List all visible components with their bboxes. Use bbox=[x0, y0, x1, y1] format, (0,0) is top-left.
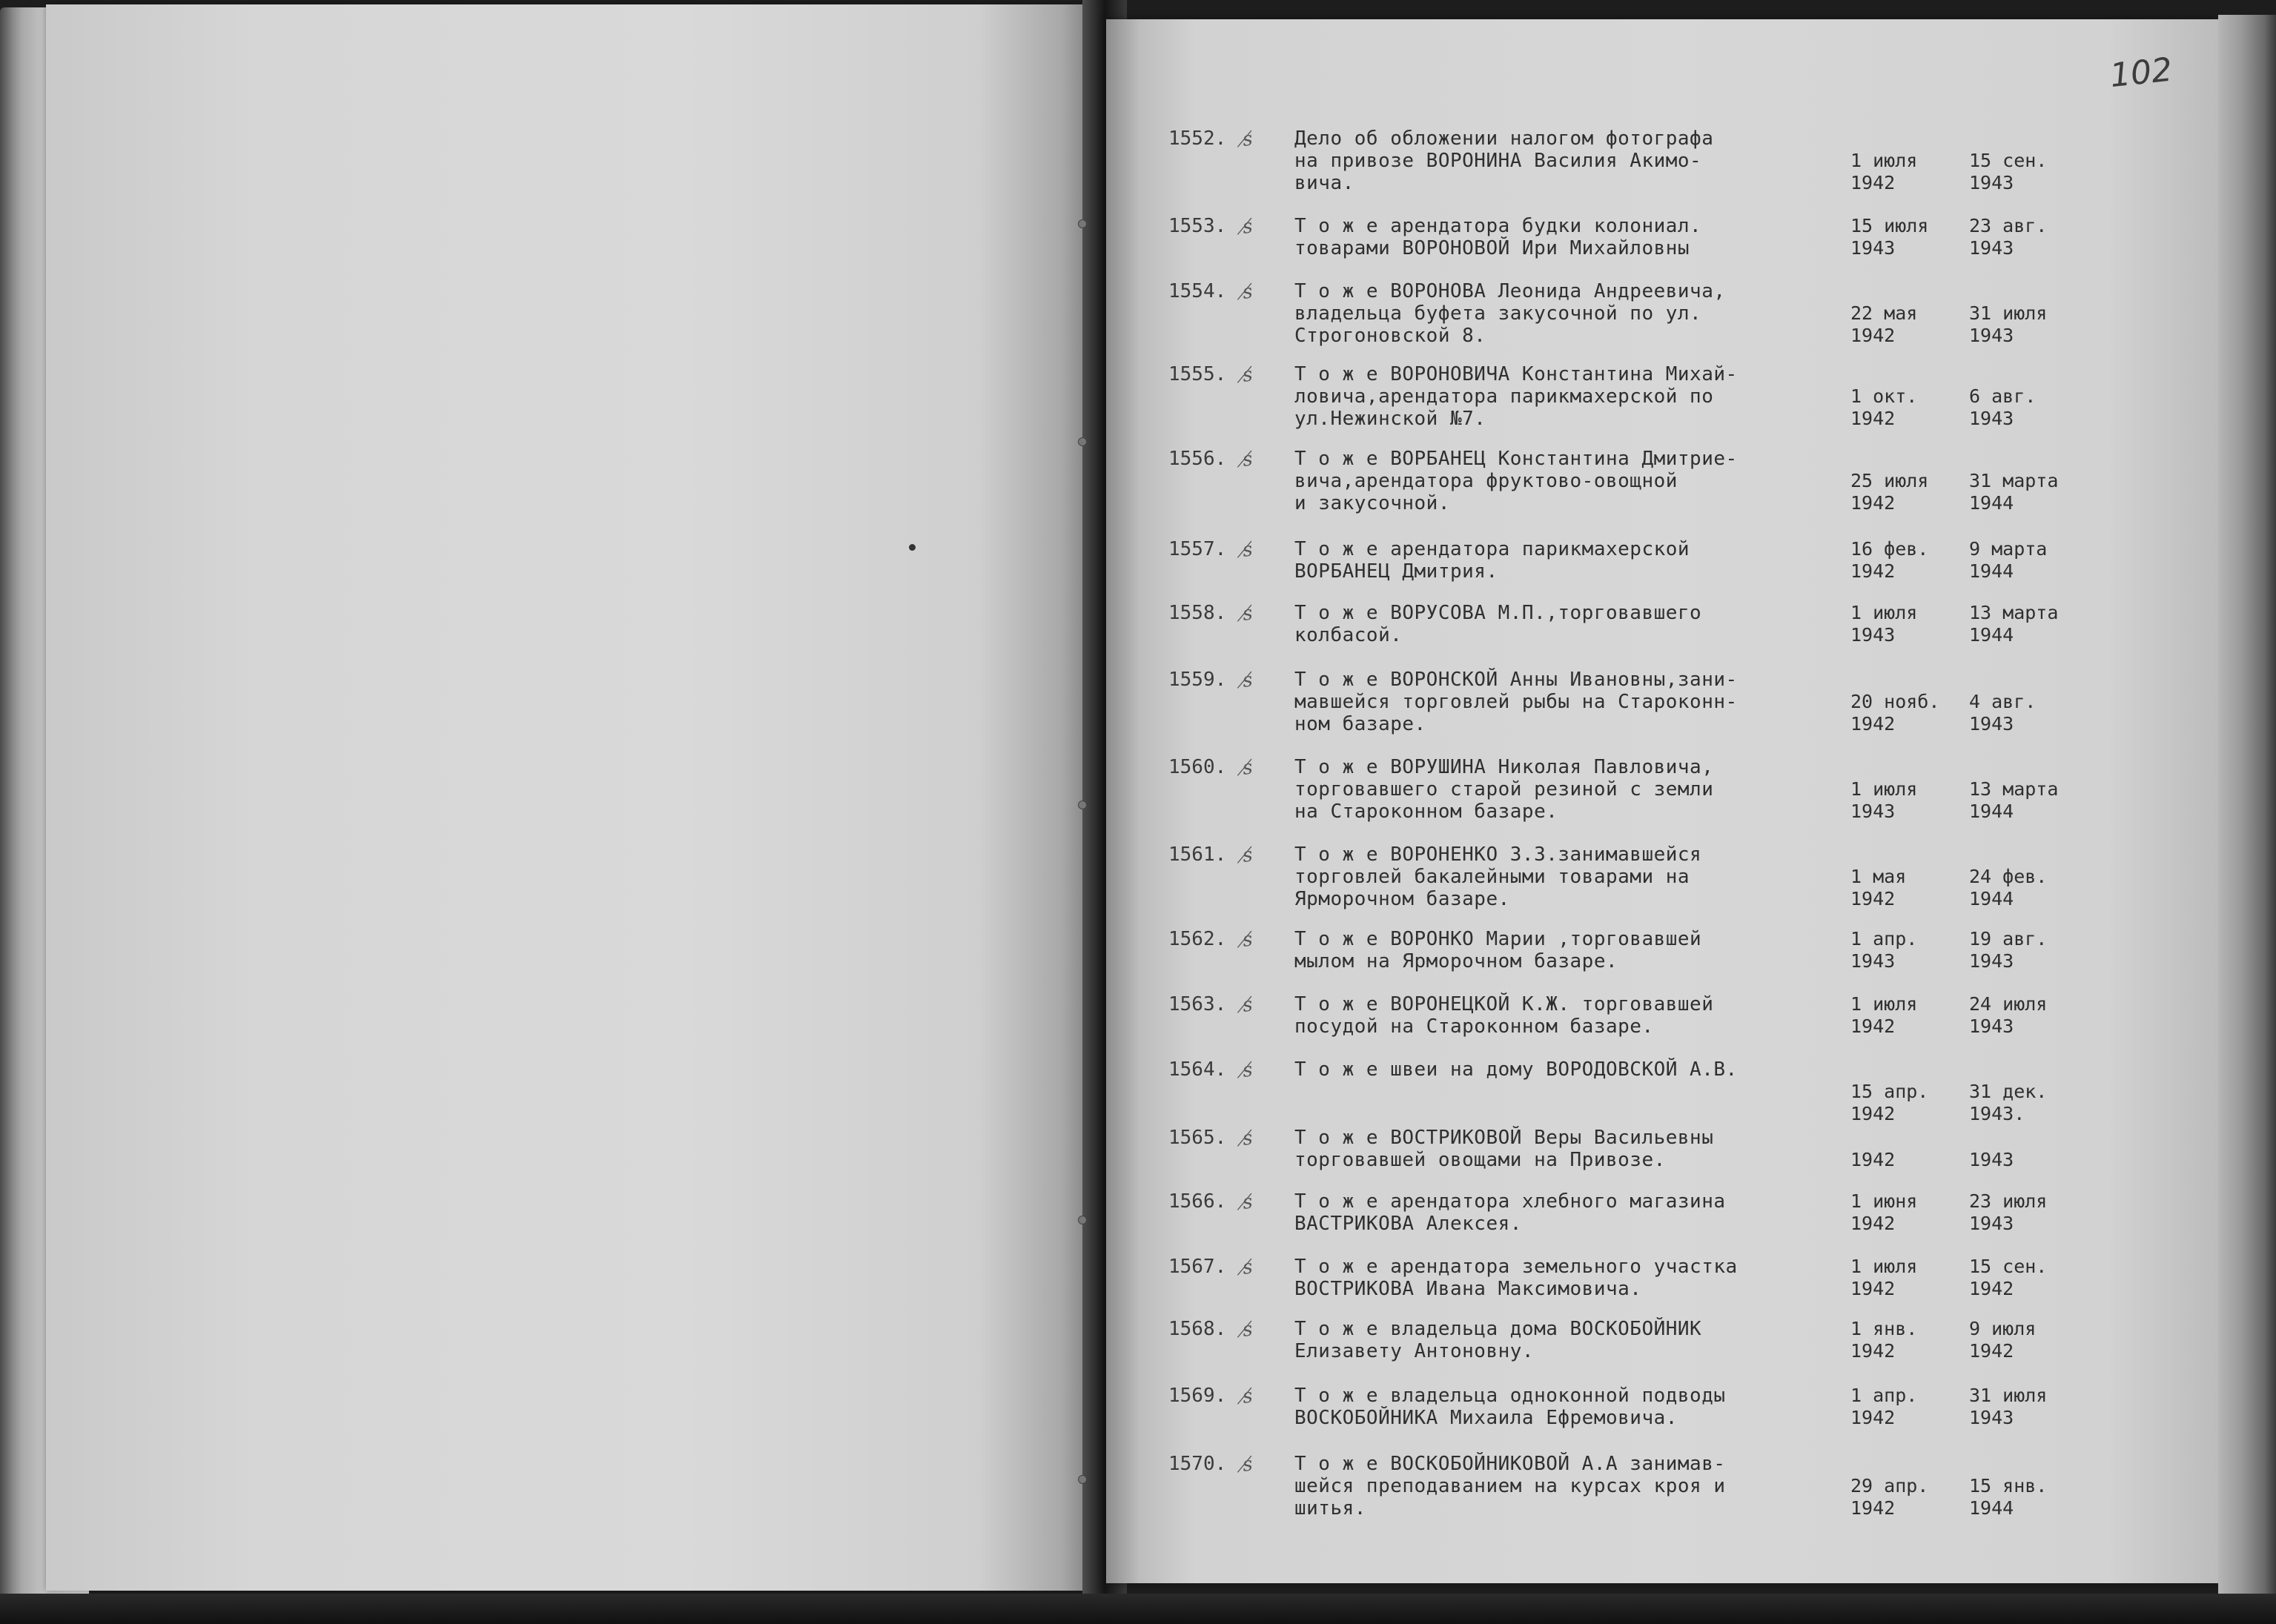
start-date: 1942 bbox=[1850, 1103, 1896, 1124]
handwritten-mark: ѕ̸ bbox=[1241, 127, 1254, 151]
handwritten-mark: ѕ̸ bbox=[1241, 1256, 1254, 1279]
entry-number: 1552. bbox=[1168, 127, 1227, 150]
bottom-shadow bbox=[0, 1594, 2276, 1624]
entry-description-line: вича,арендатора фруктово-овощной bbox=[1294, 470, 1678, 492]
end-date: 1943 bbox=[1969, 1213, 2014, 1234]
handwritten-mark: ѕ̸ bbox=[1241, 280, 1254, 304]
handwritten-mark: ѕ̸ bbox=[1241, 756, 1254, 780]
start-date: 1 июля bbox=[1850, 993, 1918, 1015]
entry-description-line: мылом на Ярморочном базаре. bbox=[1294, 950, 1618, 972]
entry-description-line: на привозе ВОРОНИНА Василия Акимо- bbox=[1294, 150, 1702, 172]
start-date: 1942 bbox=[1850, 1497, 1896, 1519]
start-date: 1942 bbox=[1850, 492, 1896, 514]
handwritten-mark: ѕ̸ bbox=[1241, 1385, 1254, 1408]
start-date: 1 июля bbox=[1850, 778, 1918, 800]
entry-description-line: торговавшей овощами на Привозе. bbox=[1294, 1149, 1666, 1171]
handwritten-mark: ѕ̸ bbox=[1241, 538, 1254, 562]
start-date: 1942 bbox=[1850, 408, 1896, 429]
start-date: 1942 bbox=[1850, 560, 1896, 582]
start-date: 1 апр. bbox=[1850, 1385, 1918, 1406]
end-date: 1943 bbox=[1969, 325, 2014, 346]
handwritten-mark: ѕ̸ bbox=[1241, 928, 1254, 952]
start-date: 1943 bbox=[1850, 801, 1896, 822]
entry-number: 1556. bbox=[1168, 448, 1227, 470]
entry-description-line: Т о ж е арендатора будки колониал. bbox=[1294, 215, 1702, 237]
handwritten-mark: ѕ̸ bbox=[1241, 1453, 1254, 1476]
entry-number: 1557. bbox=[1168, 538, 1227, 560]
entry-description-line: Т о ж е ВОРБАНЕЦ Константина Дмитрие- bbox=[1294, 448, 1738, 470]
end-date: 1944 bbox=[1969, 888, 2014, 909]
binding-stitch bbox=[1078, 437, 1087, 446]
entry-number: 1560. bbox=[1168, 756, 1227, 778]
entry-description-line: Т о ж е ВОРОНКО Марии ,торговавшей bbox=[1294, 928, 1702, 950]
entry-number: 1563. bbox=[1168, 993, 1227, 1015]
entry-description-line: торговлей бакалейными товарами на bbox=[1294, 866, 1690, 888]
end-date: 4 авг. bbox=[1969, 691, 2037, 712]
start-date: 16 фев. bbox=[1850, 538, 1929, 560]
handwritten-mark: ѕ̸ bbox=[1241, 1318, 1254, 1342]
end-date: 24 фев. bbox=[1969, 866, 2048, 887]
start-date: 1942 bbox=[1850, 1015, 1896, 1037]
entry-number: 1558. bbox=[1168, 602, 1227, 624]
end-date: 23 июля bbox=[1969, 1190, 2048, 1212]
start-date: 1 июля bbox=[1850, 602, 1918, 623]
end-date: 1944 bbox=[1969, 801, 2014, 822]
end-date: 1943. bbox=[1969, 1103, 2025, 1124]
end-date: 1944 bbox=[1969, 624, 2014, 646]
entry-description-line: ВОРБАНЕЦ Дмитрия. bbox=[1294, 560, 1498, 583]
end-date: 1942 bbox=[1969, 1278, 2014, 1299]
start-date: 1 июля bbox=[1850, 150, 1918, 171]
start-date: 1942 bbox=[1850, 1340, 1896, 1362]
start-date: 15 июля bbox=[1850, 215, 1929, 236]
entry-number: 1565. bbox=[1168, 1127, 1227, 1149]
end-date: 24 июля bbox=[1969, 993, 2048, 1015]
entry-description-line: торговавшего старой резиной с земли bbox=[1294, 778, 1714, 801]
entry-description-line: Т о ж е ВОРОНЕЦКОЙ К.Ж. торговавшей bbox=[1294, 993, 1714, 1015]
end-date: 15 янв. bbox=[1969, 1475, 2048, 1497]
entry-description-line: Т о ж е ВОСКОБОЙНИКОВОЙ А.А занимав- bbox=[1294, 1453, 1726, 1475]
end-date: 31 июля bbox=[1969, 1385, 2048, 1406]
start-date: 1942 bbox=[1850, 1149, 1896, 1170]
entry-description-line: посудой на Староконном базаре. bbox=[1294, 1015, 1654, 1038]
entry-number: 1555. bbox=[1168, 363, 1227, 385]
start-date: 1942 bbox=[1850, 1213, 1896, 1234]
handwritten-mark: ѕ̸ bbox=[1241, 993, 1254, 1017]
handwritten-mark: ѕ̸ bbox=[1241, 669, 1254, 692]
end-date: 1943 bbox=[1969, 237, 2014, 259]
handwritten-mark: ѕ̸ bbox=[1241, 844, 1254, 867]
end-date: 15 сен. bbox=[1969, 1256, 2048, 1277]
start-date: 1942 bbox=[1850, 325, 1896, 346]
handwritten-mark: ѕ̸ bbox=[1241, 215, 1254, 239]
end-date: 1943 bbox=[1969, 950, 2014, 972]
entry-description-line: ВОСТРИКОВА Ивана Максимовича. bbox=[1294, 1278, 1642, 1300]
end-date: 1944 bbox=[1969, 1497, 2014, 1519]
entry-number: 1566. bbox=[1168, 1190, 1227, 1213]
entry-number: 1561. bbox=[1168, 844, 1227, 866]
end-date: 6 авг. bbox=[1969, 385, 2037, 407]
entry-description-line: на Староконном базаре. bbox=[1294, 801, 1558, 823]
handwritten-mark: ѕ̸ bbox=[1241, 1127, 1254, 1150]
entry-description-line: Т о ж е ВОРОНОВИЧА Константина Михай- bbox=[1294, 363, 1738, 385]
end-date: 9 марта bbox=[1969, 538, 2048, 560]
binding-stitch bbox=[1078, 1475, 1087, 1484]
handwritten-mark: ѕ̸ bbox=[1241, 1058, 1254, 1082]
entry-description-line: Т о ж е ВОСТРИКОВОЙ Веры Васильевны bbox=[1294, 1127, 1714, 1149]
handwritten-mark: ѕ̸ bbox=[1241, 602, 1254, 626]
end-date: 1943 bbox=[1969, 713, 2014, 735]
end-date: 1943 bbox=[1969, 172, 2014, 193]
start-date: 1 апр. bbox=[1850, 928, 1918, 949]
start-date: 1942 bbox=[1850, 713, 1896, 735]
end-date: 1944 bbox=[1969, 560, 2014, 582]
handwritten-mark: ѕ̸ bbox=[1241, 1190, 1254, 1214]
start-date: 1943 bbox=[1850, 624, 1896, 646]
end-date: 23 авг. bbox=[1969, 215, 2048, 236]
entry-description-line: ул.Нежинской №7. bbox=[1294, 408, 1486, 430]
entry-description-line: Елизавету Антоновну. bbox=[1294, 1340, 1535, 1362]
page-number: 102 bbox=[2108, 50, 2174, 96]
start-date: 1942 bbox=[1850, 1407, 1896, 1428]
start-date: 29 апр. bbox=[1850, 1475, 1929, 1497]
entry-number: 1562. bbox=[1168, 928, 1227, 950]
entry-description-line: вича. bbox=[1294, 172, 1354, 194]
entry-description-line: Т о ж е арендатора хлебного магазина bbox=[1294, 1190, 1726, 1213]
handwritten-mark: ѕ̸ bbox=[1241, 448, 1254, 471]
entry-description-line: Т о ж е ВОРУШИНА Николая Павловича, bbox=[1294, 756, 1714, 778]
entry-number: 1559. bbox=[1168, 669, 1227, 691]
entry-description-line: Т о ж е ВОРУСОВА М.П.,торговавшего bbox=[1294, 602, 1702, 624]
entry-description-line: Т о ж е владельца одноконной подводы bbox=[1294, 1385, 1726, 1407]
start-date: 22 мая bbox=[1850, 302, 1918, 324]
entry-description-line: мавшейся торговлей рыбы на Староконн- bbox=[1294, 691, 1738, 713]
start-date: 1942 bbox=[1850, 1278, 1896, 1299]
handwritten-mark: ѕ̸ bbox=[1241, 363, 1254, 387]
binding-stitch bbox=[1078, 801, 1087, 809]
entry-description-line: колбасой. bbox=[1294, 624, 1403, 646]
entry-number: 1568. bbox=[1168, 1318, 1227, 1340]
entry-description-line: Т о ж е ВОРОНСКОЙ Анны Ивановны,зани- bbox=[1294, 669, 1738, 691]
start-date: 1 июня bbox=[1850, 1190, 1918, 1212]
entry-description-line: ВАСТРИКОВА Алексея. bbox=[1294, 1213, 1522, 1235]
end-date: 13 марта bbox=[1969, 602, 2059, 623]
entry-description-line: ном базаре. bbox=[1294, 713, 1426, 735]
end-date: 31 дек. bbox=[1969, 1081, 2048, 1102]
end-date: 1943 bbox=[1969, 1015, 2014, 1037]
start-date: 1 янв. bbox=[1850, 1318, 1918, 1339]
end-date: 9 июля bbox=[1969, 1318, 2037, 1339]
entry-description-line: и закусочной. bbox=[1294, 492, 1450, 514]
entry-description-line: Т о ж е владельца дома ВОСКОБОЙНИК bbox=[1294, 1318, 1702, 1340]
entry-description-line: Т о ж е ВОРОНОВА Леонида Андреевича, bbox=[1294, 280, 1726, 302]
end-date: 1943 bbox=[1969, 1407, 2014, 1428]
end-date: 31 марта bbox=[1969, 470, 2059, 491]
binding-stitch bbox=[1078, 219, 1087, 228]
entry-number: 1569. bbox=[1168, 1385, 1227, 1407]
entry-number: 1567. bbox=[1168, 1256, 1227, 1278]
end-date: 15 сен. bbox=[1969, 150, 2048, 171]
start-date: 20 нояб. bbox=[1850, 691, 1940, 712]
binding-stitch bbox=[1078, 1216, 1087, 1224]
entry-number: 1564. bbox=[1168, 1058, 1227, 1081]
end-date: 1943 bbox=[1969, 408, 2014, 429]
start-date: 1 окт. bbox=[1850, 385, 1918, 407]
entry-description-line: Т о ж е арендатора парикмахерской bbox=[1294, 538, 1690, 560]
start-date: 1 июля bbox=[1850, 1256, 1918, 1277]
end-date: 31 июля bbox=[1969, 302, 2048, 324]
entry-description-line: шейся преподаванием на курсах кроя и bbox=[1294, 1475, 1726, 1497]
end-date: 1942 bbox=[1969, 1340, 2014, 1362]
end-date: 19 авг. bbox=[1969, 928, 2048, 949]
start-date: 1943 bbox=[1850, 950, 1896, 972]
start-date: 15 апр. bbox=[1850, 1081, 1929, 1102]
right-page-edges bbox=[2218, 15, 2276, 1594]
entry-description-line: Дело об обложении налогом фотографа bbox=[1294, 127, 1714, 150]
start-date: 1942 bbox=[1850, 888, 1896, 909]
start-date: 1943 bbox=[1850, 237, 1896, 259]
entry-number: 1554. bbox=[1168, 280, 1227, 302]
entry-number: 1553. bbox=[1168, 215, 1227, 237]
ink-spot bbox=[909, 544, 916, 551]
entry-description-line: Т о ж е ВОРОНЕНКО З.З.занимавшейся bbox=[1294, 844, 1702, 866]
entry-description-line: ВОСКОБОЙНИКА Михаила Ефремовича. bbox=[1294, 1407, 1678, 1429]
entry-description-line: Т о ж е швеи на дому ВОРОДОВСКОЙ А.В. bbox=[1294, 1058, 1738, 1081]
start-date: 25 июля bbox=[1850, 470, 1929, 491]
entry-number: 1570. bbox=[1168, 1453, 1227, 1475]
entry-description-line: владельца буфета закусочной по ул. bbox=[1294, 302, 1702, 325]
entry-description-line: Ярморочном базаре. bbox=[1294, 888, 1510, 910]
end-date: 1944 bbox=[1969, 492, 2014, 514]
entry-description-line: шитья. bbox=[1294, 1497, 1366, 1519]
entry-description-line: Т о ж е арендатора земельного участка bbox=[1294, 1256, 1738, 1278]
start-date: 1942 bbox=[1850, 172, 1896, 193]
end-date: 1943 bbox=[1969, 1149, 2014, 1170]
end-date: 13 марта bbox=[1969, 778, 2059, 800]
entry-description-line: товарами ВОРОНОВОЙ Ири Михайловны bbox=[1294, 237, 1690, 259]
left-blank-page bbox=[46, 4, 1105, 1591]
start-date: 1 мая bbox=[1850, 866, 1907, 887]
entry-description-line: Строгоновской 8. bbox=[1294, 325, 1486, 347]
entry-description-line: ловича,арендатора парикмахерской по bbox=[1294, 385, 1714, 408]
